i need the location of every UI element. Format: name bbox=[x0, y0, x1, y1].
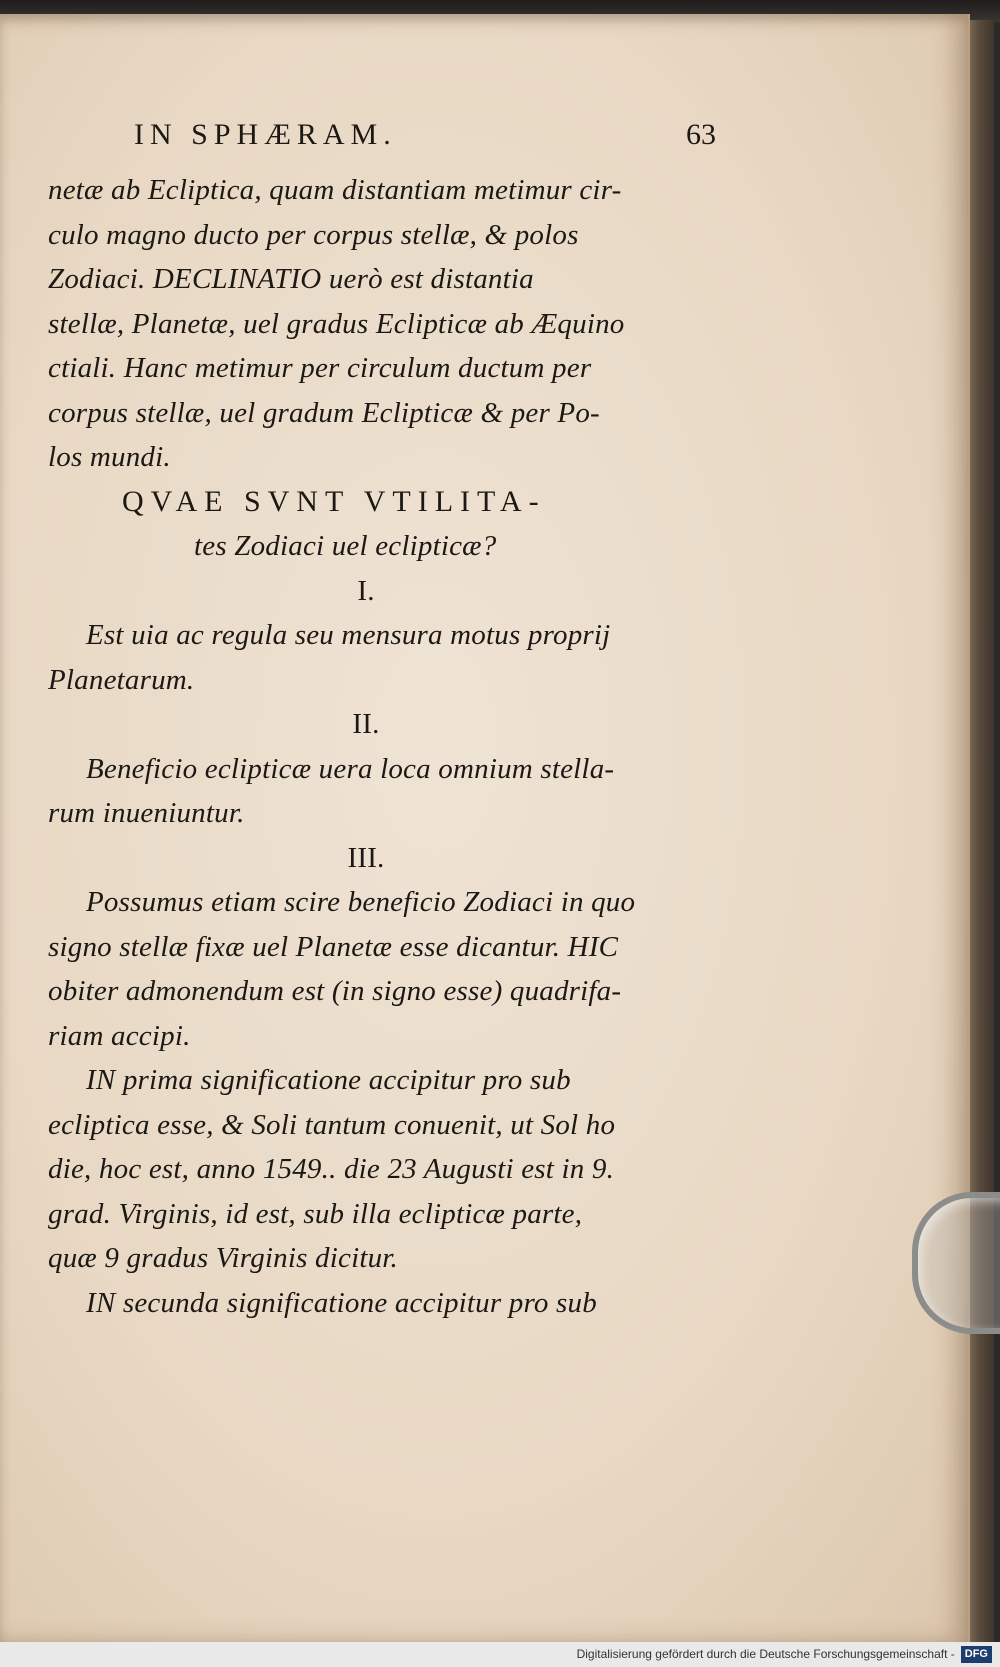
page-clip bbox=[912, 1192, 1000, 1334]
text-line: culo magno ducto per corpus stellæ, & polos bbox=[48, 218, 579, 251]
running-head: IN SPHÆRAM. bbox=[134, 118, 397, 151]
text-line: rum inueniuntur. bbox=[48, 797, 245, 829]
text-line: Zodiaci. DECLINATIO uerò est distantia bbox=[48, 263, 534, 295]
text-line: Est uia ac regula seu mensura motus proprij bbox=[86, 619, 611, 651]
text-line: signo stellæ fixæ uel Planetæ esse dicantur. HIC bbox=[48, 930, 619, 963]
section-heading: QVAE SVNT VTILITA- bbox=[122, 484, 546, 518]
text-line: IN prima significatione accipitur pro sub bbox=[86, 1064, 571, 1096]
text-line: Beneficio eclipticæ uera loca omnium stella- bbox=[86, 752, 615, 785]
text-line: riam accipi. bbox=[48, 1019, 191, 1052]
item-numeral: I. bbox=[357, 574, 375, 607]
text-line: netæ ab Ecliptica, quam distantiam metimur cir- bbox=[48, 174, 622, 206]
text-line: IN secunda significatione accipitur pro sub bbox=[86, 1286, 597, 1319]
running-header bbox=[48, 118, 716, 162]
page-number: 63 bbox=[686, 118, 716, 151]
text-line: obiter admonendum est (in signo esse) quadrifa- bbox=[48, 975, 622, 1007]
text-line: grad. Virginis, id est, sub illa eclipticæ parte, bbox=[48, 1197, 583, 1230]
digitization-footer bbox=[0, 1642, 1000, 1667]
text-line: los mundi. bbox=[48, 441, 171, 473]
text-line: corpus stellæ, uel gradum Eclipticæ & per Po- bbox=[48, 396, 600, 429]
text-line: Planetarum. bbox=[48, 663, 195, 696]
section-heading-continued: tes Zodiaci uel eclipticæ? bbox=[194, 530, 497, 562]
text-line: Possumus etiam scire beneficio Zodiaci in quo bbox=[86, 886, 636, 918]
text-line: quæ 9 gradus Virginis dicitur. bbox=[48, 1242, 399, 1274]
dfg-logo-icon: DFG bbox=[961, 1646, 992, 1663]
page-text bbox=[48, 118, 716, 1325]
item-numeral: II. bbox=[352, 708, 380, 740]
text-line: ecliptica esse, & Soli tantum conuenit, ut Sol ho bbox=[48, 1108, 616, 1141]
footer-credit: Digitalisierung gefördert durch die Deutsche Forschungsgemeinschaft - bbox=[576, 1647, 955, 1661]
text-line: stellæ, Planetæ, uel gradus Eclipticæ ab Æquino bbox=[48, 307, 625, 340]
text-line: ctiali. Hanc metimur per circulum ductum per bbox=[48, 352, 592, 384]
text-line: die, hoc est, anno 1549.. die 23 Augusti est in 9. bbox=[48, 1153, 615, 1185]
item-numeral: III. bbox=[347, 841, 385, 874]
book-fore-edge bbox=[968, 20, 994, 1642]
book-page bbox=[0, 14, 970, 1642]
